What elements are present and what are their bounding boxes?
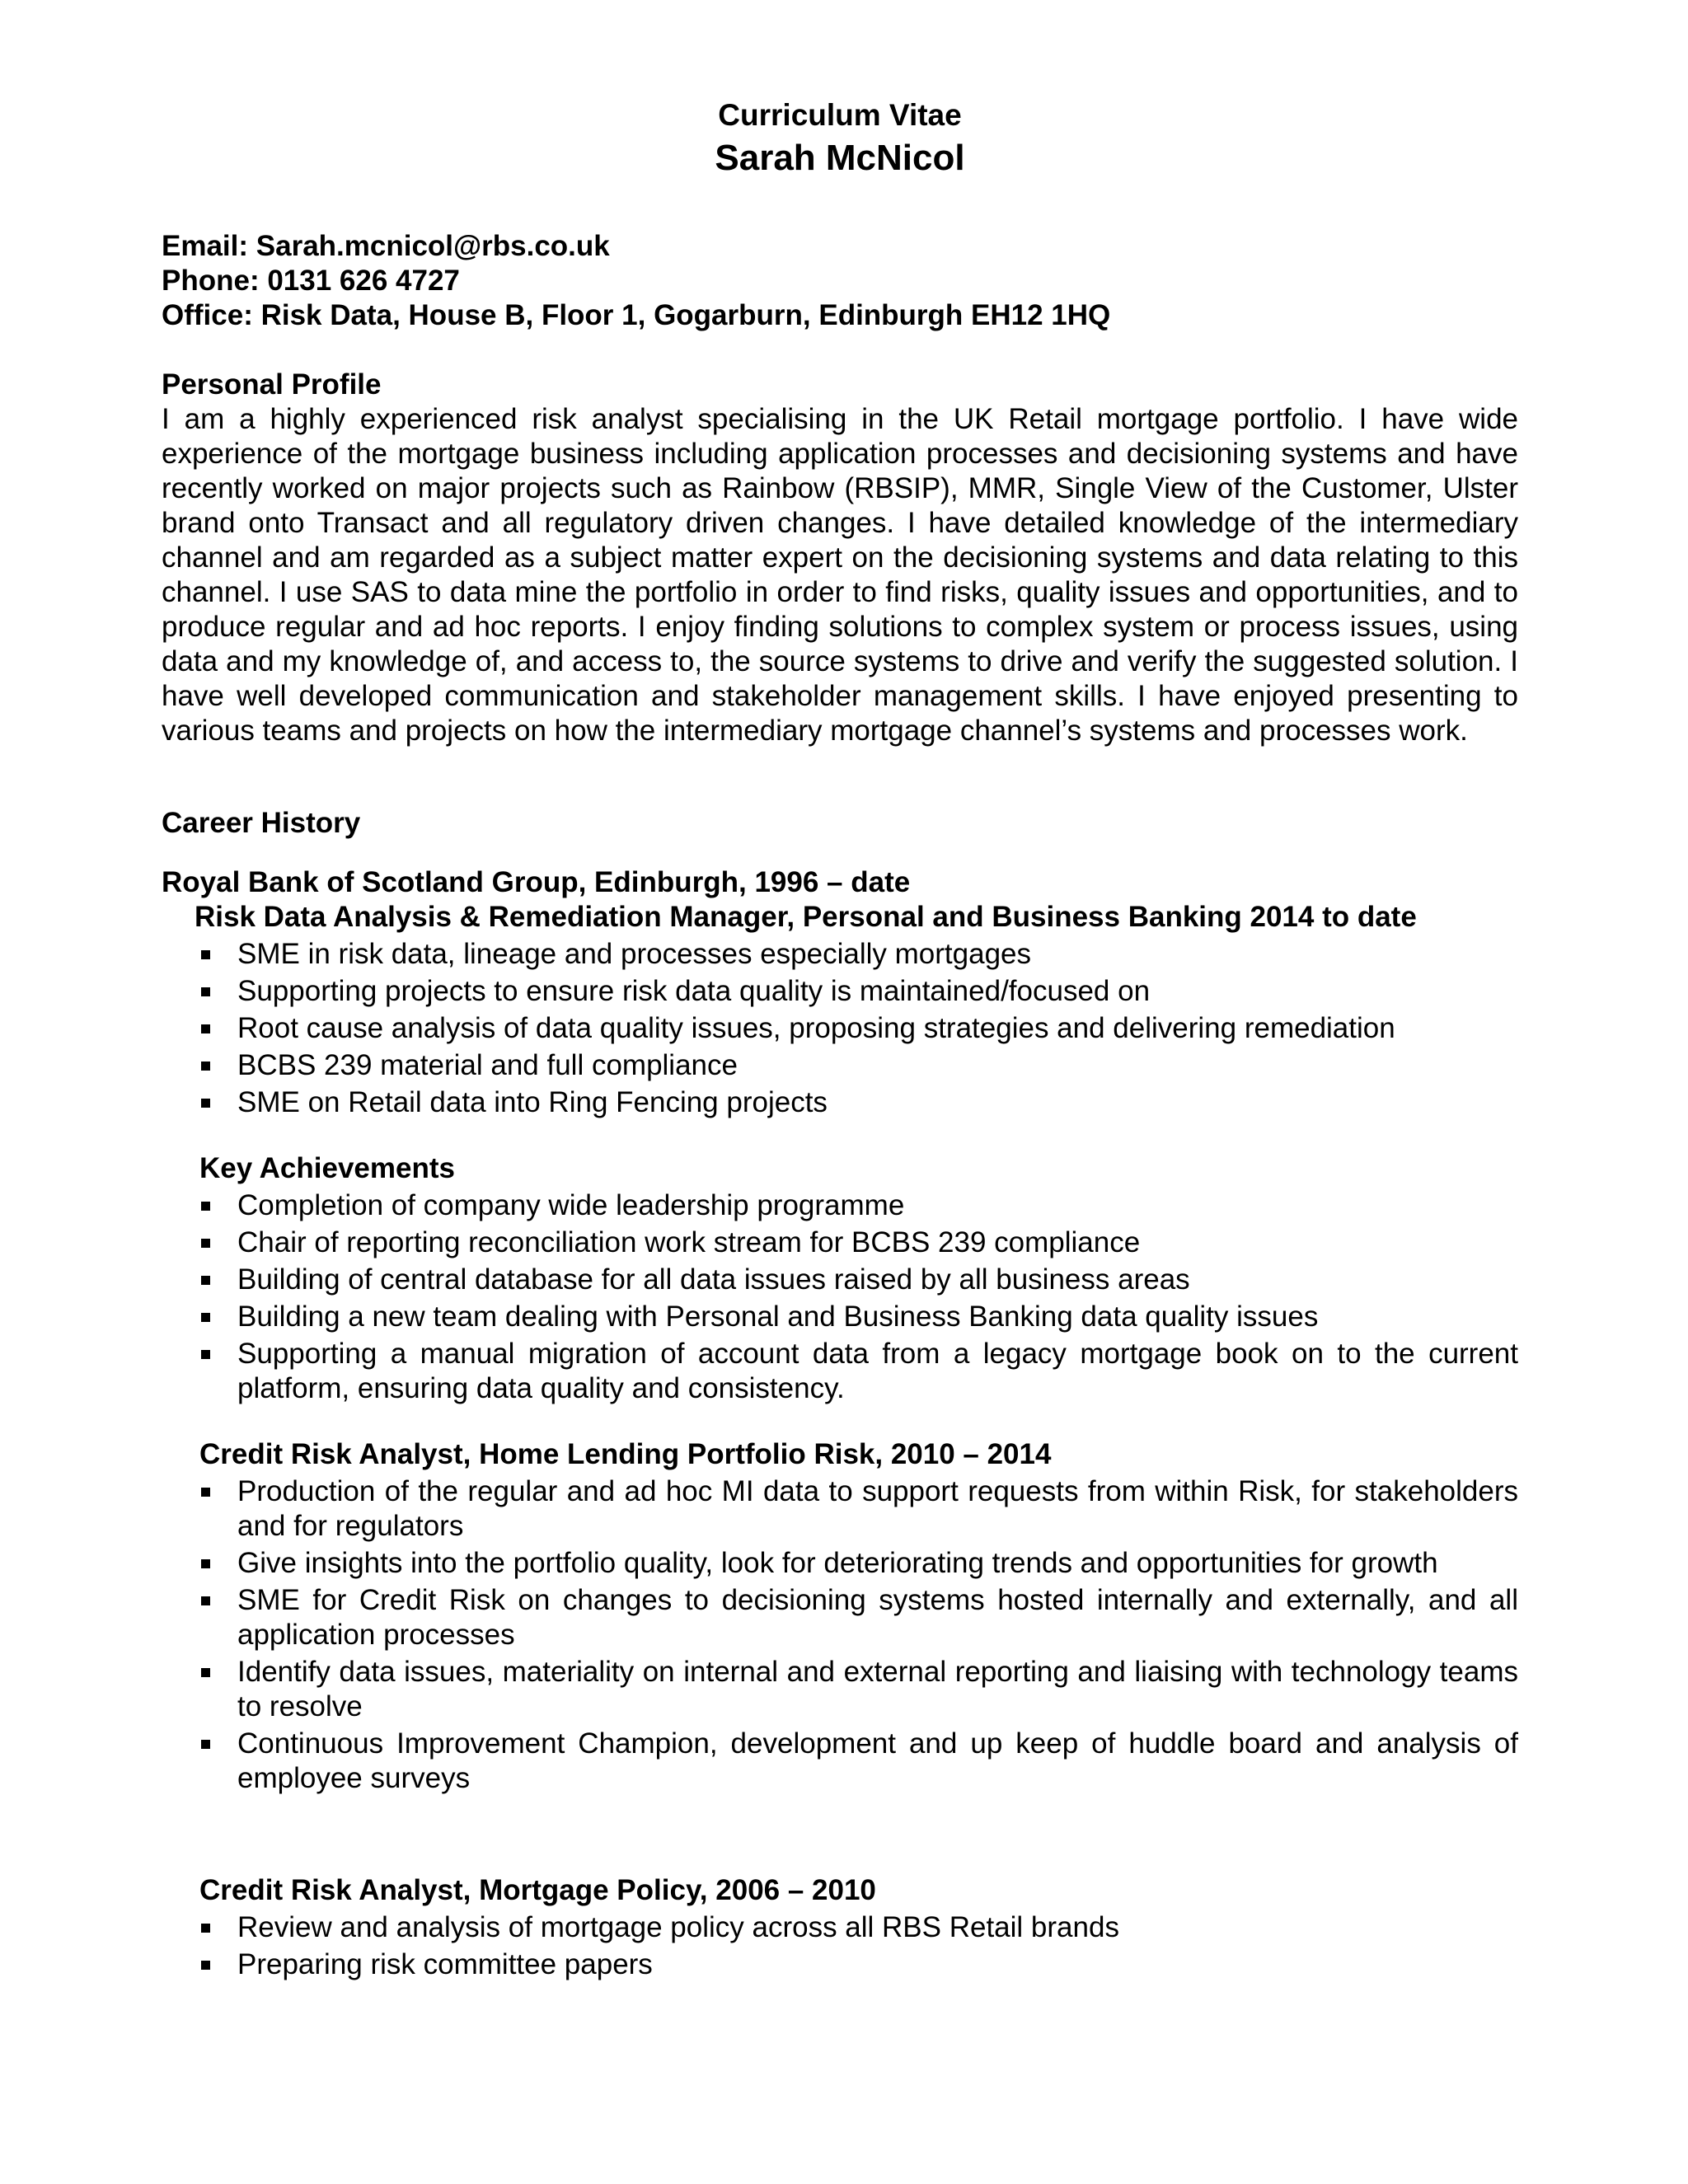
contact-email: Email: Sarah.mcnicol@rbs.co.uk <box>162 230 610 262</box>
bullet-square-icon <box>201 1202 210 1211</box>
list-item: Building of central database for all data issues raised by all business areas <box>199 1263 1518 1297</box>
list-item: Chair of reporting reconciliation work stream for BCBS 239 compliance <box>199 1226 1518 1260</box>
list-item: Review and analysis of mortgage policy across all RBS Retail brands <box>199 1910 1518 1945</box>
bullet-square-icon <box>201 1313 210 1322</box>
bullet-square-icon <box>201 1740 210 1749</box>
list-item: SME on Retail data into Ring Fencing projects <box>199 1085 1518 1120</box>
cv-page <box>162 96 1518 1982</box>
role-title-home-lending: Credit Risk Analyst, Home Lending Portfolio Risk, 2010 – 2014 <box>199 1438 1052 1470</box>
role-mortgage-policy-bullets <box>199 1910 1518 1982</box>
role-home-lending-bullets <box>199 1474 1518 1796</box>
list-item: Building a new team dealing with Personal and Business Banking data quality issues <box>199 1300 1518 1334</box>
cv-header <box>162 96 1518 181</box>
bullet-square-icon <box>201 1488 210 1497</box>
list-item: Preparing risk committee papers <box>199 1947 1518 1982</box>
bullet-square-icon <box>201 1668 210 1677</box>
role-title-mortgage-policy: Credit Risk Analyst, Mortgage Policy, 2006 – 2010 <box>199 1874 876 1906</box>
list-item: Production of the regular and ad hoc MI data to support requests from within Risk, for stakeholders and for regulators <box>199 1474 1518 1544</box>
bullet-square-icon <box>201 987 210 996</box>
contact-phone: Phone: 0131 626 4727 <box>162 265 460 297</box>
bullet-square-icon <box>201 1350 210 1359</box>
bullet-square-icon <box>201 1024 210 1033</box>
bullet-square-icon <box>201 1239 210 1248</box>
profile-text: I am a highly experienced risk analyst specialising in the UK Retail mortgage portfolio. I have wide experience of the mortgage business including application processes and decisioning systems and have recently worked on major projects such as Rainbow (RBSIP), MMR, Single View of the Customer, Ulster brand onto Transact and all regulatory driven changes. I have detailed knowledge of the intermediary channel and am regarded as a subject matter expert on the decisioning systems and data relating to this channel. I use SAS to data mine the portfolio in order to find risks, quality issues and opportunities, and to produce regular and ad hoc reports. I enjoy finding solutions to complex system or process issues, using data and my knowledge of, and access to, the source systems to drive and verify the suggested solution. I have well developed communication and stakeholder management skills. I have enjoyed presenting to various teams and projects on how the intermediary mortgage channel’s systems and processes work. <box>162 403 1518 747</box>
contact-office: Office: Risk Data, House B, Floor 1, Gogarburn, Edinburgh EH12 1HQ <box>162 299 1111 331</box>
role-current-bullets <box>199 937 1518 1120</box>
bullet-square-icon <box>201 1596 210 1605</box>
list-item: SME in risk data, lineage and processes especially mortgages <box>199 937 1518 972</box>
profile-heading: Personal Profile <box>162 368 382 401</box>
company-line: Royal Bank of Scotland Group, Edinburgh, 1996 – date <box>162 866 911 898</box>
bullet-square-icon <box>201 1099 210 1108</box>
role-title-current: Risk Data Analysis & Remediation Manager, Personal and Business Banking 2014 to date <box>195 901 1417 933</box>
list-item: Completion of company wide leadership programme <box>199 1188 1518 1223</box>
list-item: Supporting projects to ensure risk data quality is maintained/focused on <box>199 974 1518 1009</box>
bullet-square-icon <box>201 1276 210 1285</box>
key-achievements-heading: Key Achievements <box>199 1152 455 1184</box>
bullet-square-icon <box>201 1961 210 1970</box>
bullet-square-icon <box>201 1062 210 1071</box>
list-item: Root cause analysis of data quality issues, proposing strategies and delivering remediation <box>199 1011 1518 1046</box>
list-item: SME for Credit Risk on changes to decisioning systems hosted internally and externally, and all application processes <box>199 1583 1518 1652</box>
candidate-name: Sarah McNicol <box>715 138 965 178</box>
contact-block <box>162 229 1518 333</box>
list-item: Give insights into the portfolio quality, look for deteriorating trends and opportunities for growth <box>199 1546 1518 1581</box>
bullet-square-icon <box>201 950 210 959</box>
list-item: BCBS 239 material and full compliance <box>199 1048 1518 1083</box>
bullet-square-icon <box>201 1924 210 1933</box>
list-item: Supporting a manual migration of account data from a legacy mortgage book on to the current platform, ensuring data quality and consistency. <box>199 1337 1518 1406</box>
bullet-square-icon <box>201 1559 210 1568</box>
achievements-bullets <box>199 1188 1518 1406</box>
list-item: Continuous Improvement Champion, development and up keep of huddle board and analysis of employee surveys <box>199 1727 1518 1796</box>
career-heading: Career History <box>162 807 361 839</box>
document-title: Curriculum Vitae <box>718 98 962 132</box>
list-item: Identify data issues, materiality on internal and external reporting and liaising with technology teams to resolve <box>199 1655 1518 1724</box>
